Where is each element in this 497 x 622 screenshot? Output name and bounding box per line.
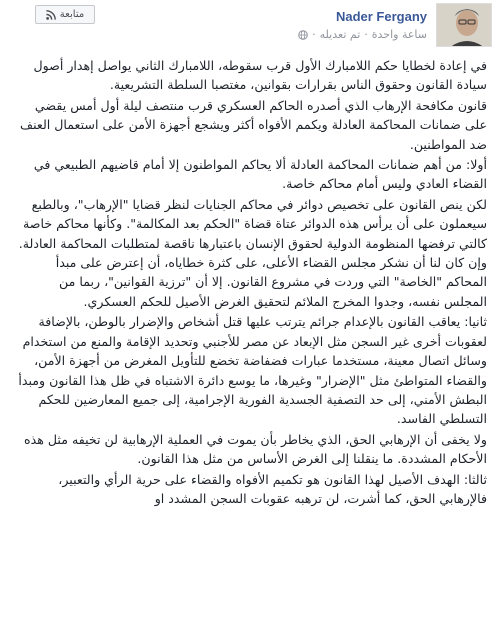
post-header (0, 0, 497, 52)
post-paragraph: لكن ينص القانون على تخصيص دوائر في محاكم الجنايات لنظر قضايا "الإرهاب"، وبالطبع سيعملون على أن يرأس هذه الدوائر عتاة قضاة "الحكم بعد المكالمة". وكأنها محاكم خاصة كالتي ترفضها المنظومة الدولية لحقوق الإنسان باعتبارها ناقصة لمتطلبات المحاكمة العادلة. وإن كان لنا أن نشكر مجلس القضاء الأعلى، على كثرة خطاياه، أن إعترض على مبدأ المحاكم "الخاصة" التي وردت في مشروع القانون. إلا أن "ترزية القوانين"، ربما من المجلس نفسه، وجدوا المخرج الملائم لتحقيق الغرض الأصيل للحكم العسكري. (18, 196, 487, 309)
avatar-portrait (437, 4, 492, 47)
post-paragraph: ولا يخفى أن الإرهابي الحق، الذي يخاطر بأن يموت في العملية الإرهابية لن تخيفه مثل هذه الأحكام المشددة. ما ينقلنا إلى الغرض الأساس من مثل هذا القانون. (24, 431, 487, 467)
post-body (15, 56, 487, 509)
post-paragraph: أولا: من أهم ضمانات المحاكمة العادلة ألا يحاكم المواطنون إلا أمام قاضيهم الطبيعي في القضاء العادي وليس أمام محاكم خاصة. (33, 157, 487, 192)
follow-button[interactable] (35, 5, 95, 24)
rss-icon (46, 10, 56, 20)
follow-label: متابعة (59, 9, 85, 20)
meta-separator: · (364, 28, 368, 41)
post-paragraph: ثالثا: الهدف الأصيل لهذا القانون هو تكميم الأفواه والقضاء على حرية الرأي والتعبير، فالإرهابي الحق، كما أشرت، لن ترهبه عقوبات السجن المشدد او (58, 471, 487, 506)
author-name[interactable]: Nader Fergany (335, 9, 427, 24)
post-meta (298, 28, 427, 41)
post-paragraph: ثانيا: يعاقب القانون بالإعدام جرائم يترتب عليها قتل أشخاص والإضرار بالوطن، بالإضافة لعقوبات أخرى غير السجن مثل الإبعاد عن مصر للأجنبي وتحديد الإقامة والمنع من استخدام وسائل اتصال معينة، مستخدما عبارات فضفاضة تخضع للتأويل المغرض من أجهزة الأمن، والقضاء المتواطئ مثل "الإضرار" وغيرها، ما يوسع دائرة الاشتباه في ظل هذا القانون ومبدأ البطش الأمني، إلى حد التصفية الجسدية الفورية الإجرامية، إلى جميع المعارضين للحكم التسلطي الفاسد. (18, 314, 487, 427)
post-paragraph: قانون مكافحة الإرهاب الذي أصدره الحاكم العسكري قرب منتصف ليلة أول أمس يقضي على ضمانات المحاكمة العادلة ويكمم الأفواه أكثر ويشجع أجهزة الأمن على استعمال العنف ضد المواطنين. (20, 97, 487, 152)
post-paragraph: في إعادة لخطايا حكم اللامبارك الأول قرب سقوطه، اللامبارك الثاني يواصل إهدار أصول سيادة القانون وحقوق الناس بقرارات بقوانين، مغتصبا السلطة التشريعية. (33, 58, 487, 93)
globe-icon[interactable] (298, 30, 308, 40)
meta-separator: · (312, 28, 316, 41)
avatar[interactable] (436, 3, 492, 47)
edited-label[interactable]: تم تعديله (319, 28, 361, 41)
timestamp[interactable]: ساعة واحدة (371, 28, 427, 41)
